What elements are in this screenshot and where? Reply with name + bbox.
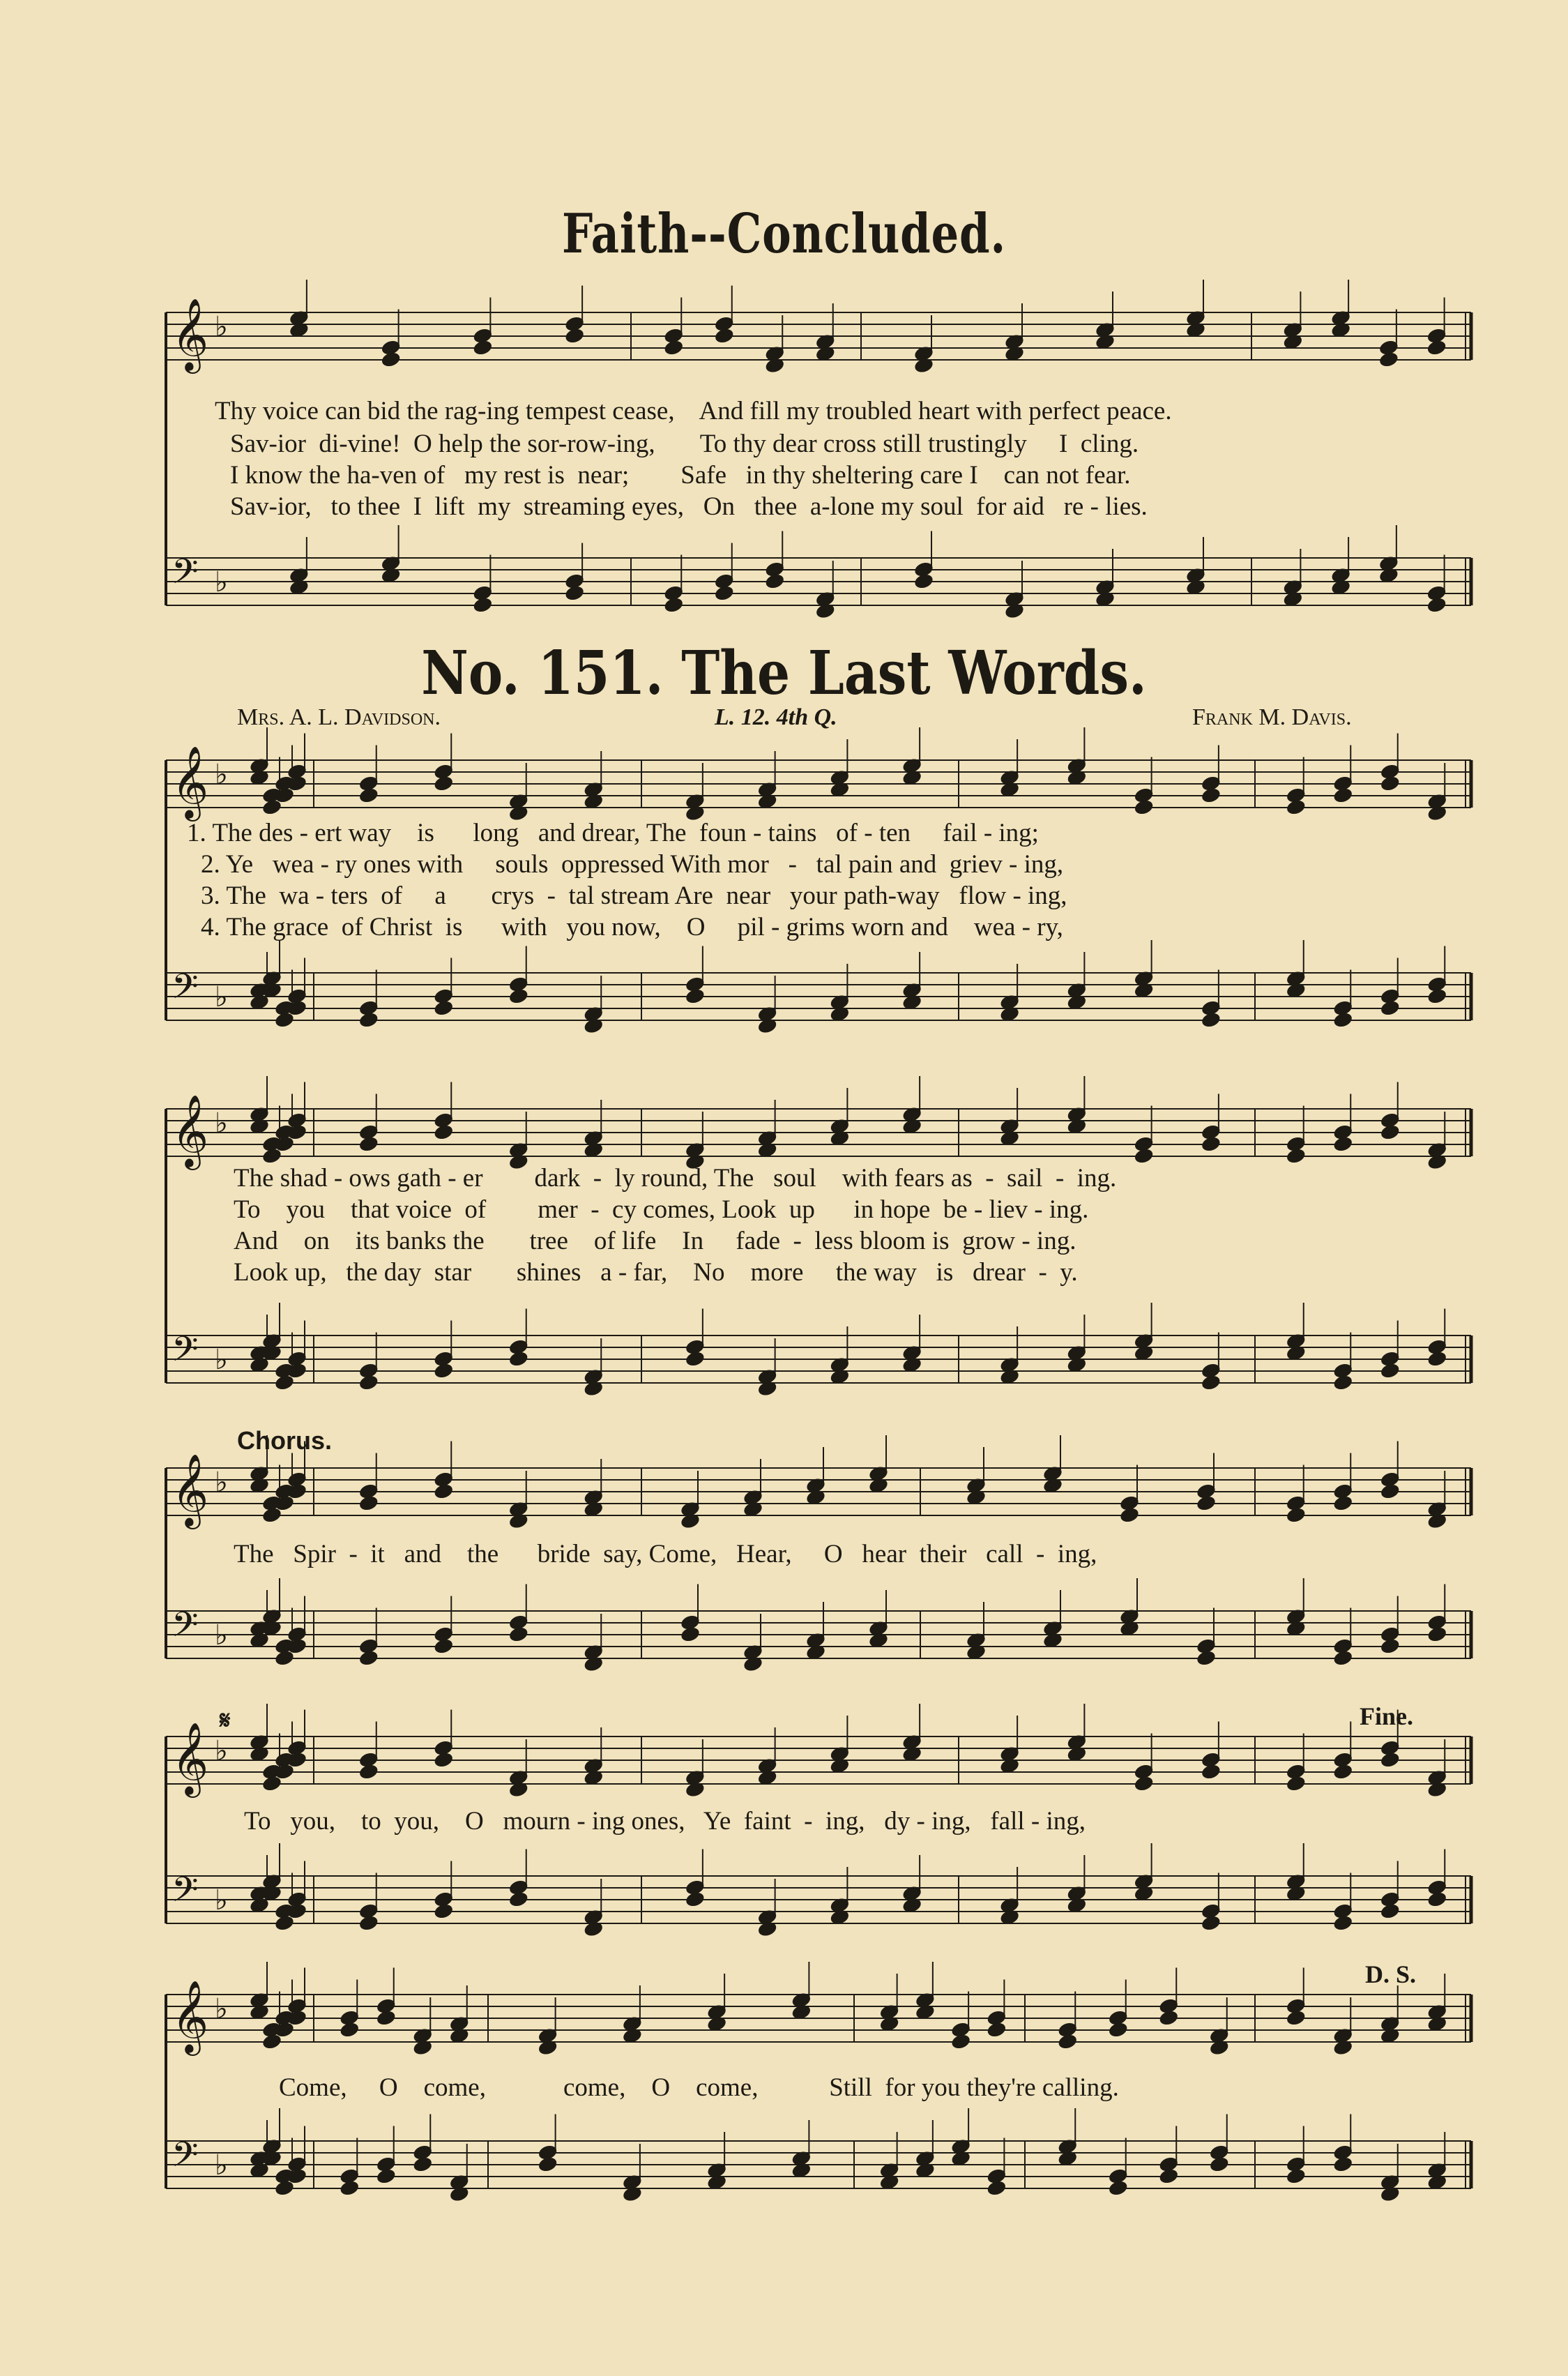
note-head <box>358 1135 379 1153</box>
note-head <box>1379 1751 1401 1769</box>
note-head <box>685 988 706 1006</box>
note-head <box>1426 596 1447 614</box>
note-head <box>1107 2179 1129 2197</box>
note-head <box>583 1017 604 1035</box>
note-head <box>472 339 494 357</box>
note-head <box>1332 1135 1354 1153</box>
note-head <box>1285 799 1307 817</box>
note-head <box>1332 2038 1354 2057</box>
note-head <box>1057 2033 1079 2051</box>
note-head <box>913 356 935 374</box>
note-head <box>1426 1350 1448 1368</box>
note-head <box>339 2021 360 2039</box>
note-head <box>508 988 529 1006</box>
note-head <box>680 1512 701 1530</box>
note-head <box>1332 1914 1354 1932</box>
hymn-composer: Frank M. Davis. <box>1192 704 1352 730</box>
note-head <box>1285 1506 1307 1524</box>
note-head <box>743 1655 764 1673</box>
note-head <box>508 1350 529 1368</box>
note-head <box>583 1920 604 1938</box>
note-head <box>1004 602 1026 620</box>
note-head <box>1332 787 1354 805</box>
note-head <box>433 1362 455 1380</box>
treble-clef: 𝄞 <box>172 746 209 819</box>
bass-clef: 𝄢 <box>172 967 199 1015</box>
note-head <box>1201 787 1222 805</box>
note-head <box>1285 2009 1307 2027</box>
note-head <box>1426 339 1447 357</box>
note-head <box>1426 1891 1448 1909</box>
chorus-line-2: To you, to you, O mourn - ing ones, Ye faint - ing, dy - ing, fall - ing, <box>244 1807 1086 1836</box>
note-head <box>583 1655 604 1673</box>
note-head <box>1107 2021 1129 2039</box>
note-head <box>508 1626 529 1644</box>
faith-concluded-title: Faith--Concluded. <box>561 202 1007 266</box>
note-head <box>1332 2156 1354 2174</box>
note-head <box>950 2033 972 2051</box>
note-head <box>1379 1362 1401 1380</box>
note-head <box>1379 2185 1401 2203</box>
note-head <box>412 2156 434 2174</box>
note-head <box>1332 1763 1354 1781</box>
hymn-verse-2-line-2: To you that voice of mer - cy comes, Look up in hope be - liev - ing. <box>234 1195 1089 1224</box>
note-head <box>1133 1775 1155 1793</box>
note-head <box>1285 1147 1307 1165</box>
note-head <box>1201 1374 1222 1392</box>
bass-clef: 𝄢 <box>172 1329 199 1378</box>
note-head <box>1426 804 1448 822</box>
note-head <box>1379 999 1401 1017</box>
note-head <box>358 1914 379 1932</box>
note-head <box>339 2179 360 2197</box>
note-head <box>1201 1763 1222 1781</box>
note-head <box>814 602 836 620</box>
note-head <box>380 351 402 369</box>
fine-label: Fine. <box>1360 1702 1413 1730</box>
note-head <box>1426 1512 1448 1530</box>
note-head <box>1196 1649 1217 1667</box>
note-head <box>1208 2156 1230 2174</box>
note-head <box>1379 1637 1401 1656</box>
note-head <box>1201 1011 1222 1029</box>
note-head <box>1285 1775 1307 1793</box>
flat-sign: ♭ <box>215 1884 228 1916</box>
hymn-verse-3-line-2: And on its banks the tree of life In fade - less bloom is grow - ing. <box>234 1227 1076 1255</box>
note-head <box>663 596 685 614</box>
note-head <box>358 1763 379 1781</box>
treble-clef: 𝄞 <box>172 1094 209 1167</box>
note-head <box>1379 1123 1401 1142</box>
bass-clef: 𝄢 <box>172 1870 199 1919</box>
note-head <box>412 2038 434 2057</box>
note-head <box>1201 1135 1222 1153</box>
hymn-verse-3-line-1: 3. The wa - ters of a crys - tal stream Are near your path-way flow - ing, <box>201 881 1067 910</box>
note-head <box>1158 2167 1180 2186</box>
hymn-author: Mrs. A. L. Davidson. <box>237 704 441 730</box>
note-head <box>375 2167 397 2186</box>
hymn-verse-1-line-1: 1. The des - ert way is long and drear, The foun - tains of - ten fail - ing; <box>187 819 1039 847</box>
note-head <box>433 999 455 1017</box>
note-head <box>1133 799 1155 817</box>
note-head <box>986 2179 1007 2197</box>
flat-sign: ♭ <box>215 759 228 791</box>
bass-clef: 𝄢 <box>172 552 199 600</box>
chorus-label: Chorus. <box>237 1426 333 1455</box>
note-head <box>986 2021 1007 2039</box>
note-head <box>358 1495 379 1513</box>
bass-clef: 𝄢 <box>172 2135 199 2184</box>
note-head <box>508 1780 529 1799</box>
flat-sign: ♭ <box>215 2149 228 2181</box>
faith-verse-1: Thy voice can bid the rag-ing tempest cease, And fill my troubled heart with perfect peace. <box>215 397 1172 425</box>
note-head <box>756 1017 778 1035</box>
note-head <box>756 1379 778 1398</box>
note-head <box>358 1011 379 1029</box>
note-head <box>1133 1147 1155 1165</box>
flat-sign: ♭ <box>215 1735 228 1767</box>
note-head <box>713 584 735 603</box>
hymn-title: No. 151. The Last Words. <box>421 638 1147 709</box>
note-head <box>1379 775 1401 793</box>
note-head <box>508 1512 529 1530</box>
note-head <box>1426 1626 1448 1644</box>
hymn-verse-2-line-1: 2. Ye wea - ry ones with souls oppressed With mor - tal pain and griev - ing, <box>201 850 1064 879</box>
faith-verse-4: Sav-ior, to thee I lift my streaming eyes, On thee a-lone my soul for aid re - lies. <box>230 492 1148 521</box>
note-head <box>1119 1506 1141 1524</box>
note-head <box>1379 1483 1401 1501</box>
note-head <box>1426 1153 1448 1171</box>
flat-sign: ♭ <box>215 1344 228 1376</box>
treble-clef: 𝄞 <box>172 1722 209 1795</box>
note-head <box>358 1649 379 1667</box>
ds-label: D. S. <box>1365 1960 1417 1988</box>
note-head <box>756 1920 778 1938</box>
note-head <box>433 1902 455 1921</box>
note-head <box>358 1374 379 1392</box>
treble-clef: 𝄞 <box>172 1453 209 1527</box>
note-head <box>564 327 586 345</box>
note-head <box>564 584 586 603</box>
note-head <box>375 2009 397 2027</box>
note-head <box>1201 1914 1222 1932</box>
note-head <box>1332 1495 1354 1513</box>
note-head <box>1426 1780 1448 1799</box>
note-head <box>1378 351 1400 369</box>
note-head <box>764 356 786 374</box>
note-head <box>622 2185 644 2203</box>
note-head <box>1332 1374 1354 1392</box>
note-head <box>685 1891 706 1909</box>
chorus-line-3: Come, O come, come, O come, Still for you they're calling. <box>279 2073 1119 2102</box>
note-head <box>433 1483 455 1501</box>
hymn-verse-1-line-2: The shad - ows gath - er dark - ly round, The soul with fears as - sail - ing. <box>234 1164 1117 1193</box>
chorus-line-1: The Spir - it and the bride say, Come, Hear, O hear their call - ing, <box>234 1540 1097 1568</box>
flat-sign: ♭ <box>215 1619 228 1651</box>
note-head <box>1332 1649 1354 1667</box>
note-head <box>472 596 494 614</box>
hymn-meter: L. 12. 4th Q. <box>715 704 837 730</box>
note-head <box>448 2185 470 2203</box>
note-head <box>537 2156 558 2174</box>
note-head <box>583 1379 604 1398</box>
note-head <box>433 1637 455 1656</box>
note-head <box>433 1751 455 1769</box>
flat-sign: ♭ <box>215 311 228 343</box>
note-head <box>663 339 685 357</box>
note-head <box>685 1780 706 1799</box>
faith-verse-2: Sav-ior di-vine! O help the sor-row-ing, To thy dear cross still trustingly I cling. <box>230 430 1139 458</box>
hymn-verse-4-line-1: 4. The grace of Christ is with you now, O pil - grims worn and wea - ry, <box>201 913 1063 941</box>
faith-verse-3: I know the ha-ven of my rest is near; Safe in thy sheltering care I can not fear. <box>230 461 1131 490</box>
note-head <box>1285 2167 1307 2186</box>
note-head <box>537 2038 558 2057</box>
hymn-verse-4-line-2: Look up, the day star shines a - far, No more the way is drear - y. <box>234 1258 1078 1287</box>
note-head <box>1196 1495 1217 1513</box>
flat-sign: ♭ <box>215 566 228 598</box>
treble-clef: 𝄞 <box>172 1980 209 2053</box>
bass-clef: 𝄢 <box>172 1605 199 1654</box>
note-head <box>913 573 935 591</box>
note-head <box>358 787 379 805</box>
note-head <box>1208 2038 1230 2057</box>
note-head <box>1158 2009 1180 2027</box>
note-head <box>508 1891 529 1909</box>
note-head <box>713 327 735 345</box>
flat-sign: ♭ <box>215 981 228 1013</box>
flat-sign: ♭ <box>215 1993 228 2025</box>
note-head <box>433 775 455 793</box>
segno-sign: 𝄋 <box>220 1707 231 1735</box>
note-head <box>680 1626 701 1644</box>
note-head <box>433 1123 455 1142</box>
flat-sign: ♭ <box>215 1107 228 1140</box>
note-head <box>685 1350 706 1368</box>
note-head <box>1332 1011 1354 1029</box>
note-head <box>1426 988 1448 1006</box>
note-head <box>1379 1902 1401 1921</box>
treble-clef: 𝄞 <box>172 298 209 371</box>
note-head <box>764 573 786 591</box>
flat-sign: ♭ <box>215 1467 228 1499</box>
